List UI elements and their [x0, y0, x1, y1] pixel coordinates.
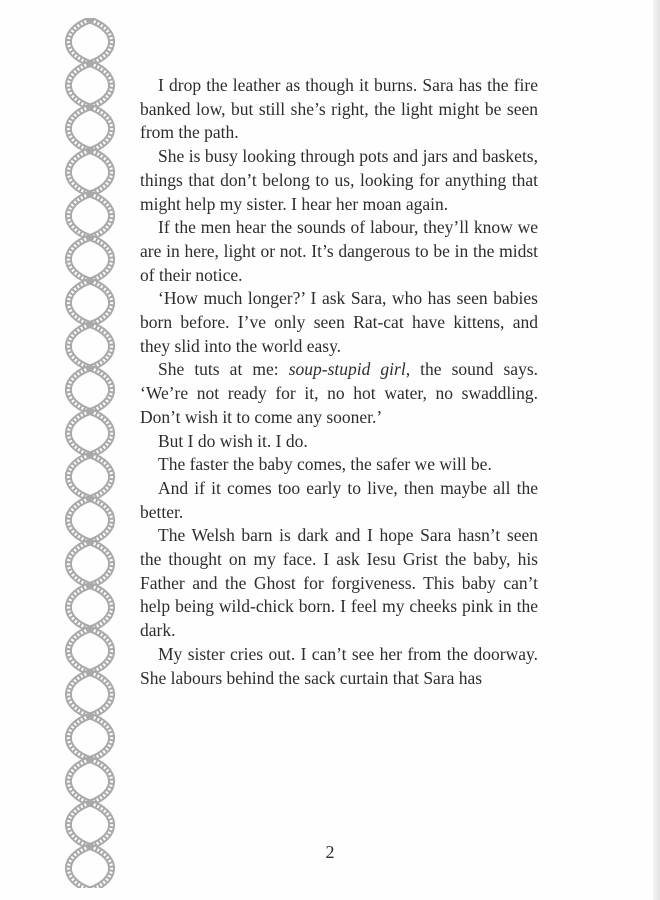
page-number: 2 [325, 842, 335, 862]
paragraph: The Welsh barn is dark and I hope Sara hasn’t seen the thought on my face. I ask Iesu Grist the baby, his Father and the Ghost for forgiveness. This baby can’t help being wild-chick born. I feel my cheeks pink in the dark. [140, 525, 538, 641]
border-crossing [87, 670, 93, 676]
border-crossing [87, 409, 93, 415]
paragraph: ‘How much longer?’ I ask Sara, who has seen babies born before. I’ve only seen Rat-cat have kittens, and they slid into the world easy. [140, 288, 538, 356]
border-crossing [87, 583, 93, 589]
paragraph: If the men hear the sounds of labour, they’ll know we are in here, light or not. It’s dangerous to be in the midst of their notice. [140, 217, 538, 285]
body-text [140, 74, 538, 690]
border-crossing [87, 800, 93, 806]
paragraph: And if it comes too early to live, then maybe all the better. [140, 477, 538, 522]
border-crossing [87, 713, 93, 719]
border-crossing [87, 148, 93, 154]
paragraph: But I do wish it. I do. [158, 430, 308, 451]
text-run: the sound says. ‘We’re not ready for it, no hot water, no swaddling. Don’t wish it to come any sooner.’ [140, 359, 539, 427]
border-crossing [87, 757, 93, 763]
paragraph: I drop the leather as though it burns. Sara has the fire banked low, but still she’s right, the light might be seen from the path. [140, 75, 538, 143]
italic-phrase: soup-stupid girl, [288, 359, 411, 380]
text-run: She tuts at me: [158, 359, 289, 380]
paragraph-with-italic [140, 358, 538, 429]
border-crossing [87, 278, 93, 284]
border-crossing [87, 322, 93, 328]
border-crossing [87, 191, 93, 197]
border-crossing [87, 365, 93, 371]
paragraph: She is busy looking through pots and jars and baskets, things that don’t belong to us, looking for anything that might help my sister. I hear her moan again. [140, 146, 538, 214]
border-crossing [87, 539, 93, 545]
border-crossing [87, 104, 93, 110]
page-edge-shadow [653, 0, 660, 900]
border-crossing [87, 452, 93, 458]
border-crossing [87, 496, 93, 502]
border-crossing [87, 626, 93, 632]
border-crossing [87, 61, 93, 67]
border-crossing [87, 235, 93, 241]
paragraph: The faster the baby comes, the safer we will be. [158, 454, 492, 475]
braided-knot-border-icon [58, 18, 122, 888]
paragraph: My sister cries out. I can’t see her from the doorway. She labours behind the sack curtain that Sara has [140, 643, 538, 688]
